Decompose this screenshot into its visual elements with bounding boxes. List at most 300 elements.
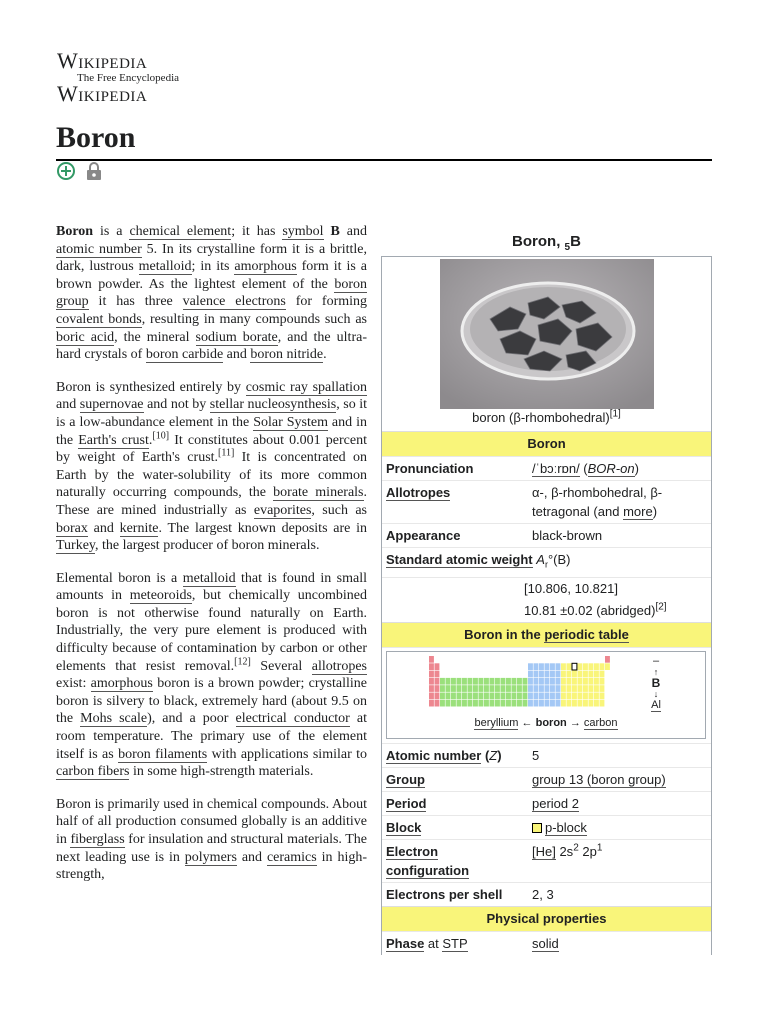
row-allotropes — [382, 480, 711, 523]
pt-cell — [578, 677, 583, 684]
pt-cell — [429, 699, 434, 706]
pt-left-link[interactable]: beryllium — [474, 716, 519, 729]
article-text: It constitutes about 0.001 percent by weight of Earth's crust. — [56, 432, 367, 466]
pt-cell — [457, 677, 462, 684]
boron-sample-photo[interactable] — [440, 259, 654, 409]
pt-cell — [429, 670, 434, 677]
pt-cell — [594, 663, 599, 670]
pt-cell — [457, 692, 462, 699]
pt-cell — [578, 685, 583, 692]
group-label — [382, 768, 528, 791]
row-phase — [382, 931, 711, 955]
pt-cell — [561, 685, 566, 692]
pt-cell — [594, 670, 599, 677]
pt-cell — [556, 699, 561, 706]
respelling-link[interactable]: BOR-on — [587, 461, 635, 476]
saw-abridged — [382, 600, 711, 622]
article-paragraph — [56, 796, 367, 884]
article-link[interactable]: covalent bonds — [56, 311, 142, 327]
article-text: ; it has — [231, 224, 283, 239]
pt-cell — [556, 663, 561, 670]
pt-center: boron — [535, 716, 567, 729]
pt-below-link[interactable]: Al — [651, 698, 661, 711]
pt-cell — [506, 677, 511, 684]
article-text: boron is a brown powder; crystalline boron is silvery to black, extremely hard (about 9.5 on the — [56, 676, 367, 727]
row-block — [382, 815, 711, 839]
pt-cell — [523, 685, 528, 692]
article-paragraph — [56, 379, 367, 555]
pt-cell — [600, 699, 605, 706]
pt-cell — [605, 656, 610, 663]
infobox-header-element: Boron — [382, 431, 711, 456]
allotropes-more-link[interactable]: more — [623, 504, 653, 519]
pt-cell — [578, 663, 583, 670]
pt-right-link[interactable]: carbon — [583, 716, 618, 729]
article-link[interactable]: fiberglass — [70, 832, 125, 847]
pt-cell — [440, 692, 445, 699]
pt-cell — [429, 663, 434, 670]
article-text: at room temperature. The primary use of the element itself is as — [56, 711, 367, 762]
pt-cell — [556, 670, 561, 677]
pt-cell — [605, 663, 610, 670]
pt-cell — [567, 677, 572, 684]
saw-label — [382, 548, 574, 577]
pt-cell — [550, 677, 555, 684]
pt-cell — [429, 656, 434, 663]
article-paragraph — [56, 223, 367, 364]
pt-cell — [550, 670, 555, 677]
pt-cell — [451, 692, 456, 699]
pt-cell — [561, 699, 566, 706]
bold-term: B — [330, 224, 340, 239]
pt-header-prefix: Boron in the — [464, 626, 545, 642]
phase-value-link[interactable]: solid — [532, 935, 559, 951]
reference-link[interactable]: [2] — [655, 601, 667, 613]
pt-cell — [534, 685, 539, 692]
phase-link[interactable]: Phase — [386, 935, 425, 951]
article-link[interactable]: Mohs scale — [80, 711, 148, 727]
pt-cell — [473, 699, 478, 706]
article-link[interactable]: symbol — [282, 224, 324, 239]
article-link[interactable]: boric acid — [56, 329, 115, 345]
pt-cell — [545, 685, 550, 692]
pt-cell — [457, 699, 462, 706]
pt-cell — [539, 685, 544, 692]
pt-cell — [600, 677, 605, 684]
econf-label — [382, 840, 528, 882]
pt-cell — [561, 663, 566, 670]
phase-value — [528, 932, 711, 955]
pt-cell — [429, 685, 434, 692]
allotropes-value: α-, β-rhombohedral, β-tetragonal (and more) — [532, 485, 663, 519]
saw-symbol: A — [536, 552, 545, 567]
pt-cell — [517, 692, 522, 699]
pt-cell — [479, 692, 484, 699]
article-text: that is found in small amounts in — [56, 570, 368, 604]
pt-symbol: B — [651, 675, 661, 690]
pt-cell — [468, 692, 473, 699]
article-link[interactable]: boron carbide — [145, 347, 224, 363]
pt-cell — [490, 692, 495, 699]
pt-cell — [561, 692, 566, 699]
pt-cell — [545, 699, 550, 706]
pt-cell — [495, 677, 500, 684]
pt-cell — [550, 685, 555, 692]
article-text: in high-strength, — [56, 849, 367, 883]
pt-cell — [550, 663, 555, 670]
pt-cell — [572, 677, 577, 684]
lock-icon[interactable] — [84, 161, 104, 181]
pt-cell — [435, 692, 440, 699]
pt-cell — [567, 663, 572, 670]
pt-cell — [589, 699, 594, 706]
pt-cell — [495, 692, 500, 699]
article-text: and — [223, 347, 251, 363]
article-link[interactable]: Earth's crust — [78, 432, 149, 448]
pt-cell — [594, 699, 599, 706]
infobox-header-physical: Physical properties — [382, 906, 711, 931]
pt-cell — [528, 692, 533, 699]
article-link[interactable]: Turkey — [56, 538, 96, 554]
pronunciation-label[interactable]: Pronunciation — [386, 461, 474, 476]
article-link[interactable]: stellar nucleosynthesis — [209, 397, 337, 413]
atomic-number-label: Atomic number (Z) — [386, 747, 502, 763]
econf-link[interactable]: Electron configuration — [386, 843, 470, 878]
article-link[interactable]: metalloid — [138, 259, 192, 275]
pt-cell — [506, 685, 511, 692]
article-link[interactable]: meteoroids — [129, 588, 192, 604]
allotropes-link[interactable]: Allotropes — [386, 485, 451, 500]
pt-cell — [567, 699, 572, 706]
periodic-table-minimap[interactable] — [386, 651, 706, 739]
article-link[interactable]: borate minerals — [273, 485, 364, 501]
block-value — [528, 816, 711, 839]
pt-cell — [561, 670, 566, 677]
pt-cell — [468, 685, 473, 692]
article-text: . — [323, 347, 327, 363]
article-link[interactable]: metalloid — [182, 570, 236, 586]
atomic-number-link[interactable]: Atomic number — [386, 747, 482, 763]
pt-cell — [473, 685, 478, 692]
eps-value: 2, 3 — [532, 886, 554, 902]
pt-cell — [567, 670, 572, 677]
period-label — [382, 792, 528, 815]
article-link[interactable]: sodium borate — [195, 329, 278, 345]
pt-cell — [479, 685, 484, 692]
article-text: and — [339, 224, 367, 239]
row-period — [382, 791, 711, 815]
article-text: form it is a brown powder. As the lightest element of the — [56, 259, 368, 292]
pt-cell — [435, 663, 440, 670]
pt-cell — [501, 685, 506, 692]
saw-range: [10.806, 10.821] — [382, 577, 711, 600]
pt-cell — [440, 685, 445, 692]
article-paragraph — [56, 570, 367, 781]
pt-cell — [600, 685, 605, 692]
image-caption-text: boron (β-rhombohedral) — [472, 410, 610, 425]
allotropes-label — [382, 481, 528, 523]
pt-cell — [440, 677, 445, 684]
phase-label — [382, 932, 528, 955]
group-value-link[interactable]: group 13 (boron group) — [532, 771, 666, 787]
article-link[interactable]: Solar System — [253, 414, 328, 430]
article-text: , but chemically uncombined boron is not otherwise found naturally on Earth. Industrially, the very pure element is produced with difficulty because of contamination by carbon or other elements that resist removal. — [56, 588, 367, 674]
pt-cell — [550, 699, 555, 706]
pt-cell — [473, 692, 478, 699]
appearance-value: black-brown — [532, 528, 603, 543]
article-text: Boron is primarily used in chemical compounds. About half of all production consumed globally is an additive in — [56, 796, 367, 847]
pt-cell — [484, 677, 489, 684]
saw-abridged-text: 10.81 ±0.02 (abridged) — [524, 602, 656, 618]
pt-cell — [534, 699, 539, 706]
article-text: 5. In its crystalline form it is a brittle, dark, lustrous — [56, 241, 367, 275]
pt-cell — [484, 699, 489, 706]
reference-link[interactable]: [12] — [234, 656, 251, 667]
pt-cell — [572, 685, 577, 692]
pt-cell — [440, 699, 445, 706]
pt-cell — [545, 677, 550, 684]
article-link[interactable]: cosmic ray spallation — [245, 379, 368, 395]
eps-label: Electrons per shell — [386, 886, 503, 902]
article-text: for forming — [285, 294, 368, 310]
pt-cell — [572, 670, 577, 677]
pt-cell — [583, 685, 588, 692]
period-value-link[interactable]: period 2 — [532, 795, 579, 811]
block-value-link[interactable]: p-block — [545, 819, 587, 835]
pt-cell — [556, 692, 561, 699]
block-swatch — [532, 823, 542, 833]
pt-cell — [468, 699, 473, 706]
pt-cell — [451, 685, 456, 692]
pt-cell — [594, 677, 599, 684]
article-link[interactable]: evaporites — [253, 502, 312, 518]
article-link[interactable]: kernite — [119, 520, 159, 536]
article-link[interactable]: boron filaments — [118, 746, 208, 762]
pt-cell — [589, 663, 594, 670]
article-link[interactable]: electrical conductor — [235, 711, 350, 727]
pt-cell — [512, 692, 517, 699]
pt-cell — [506, 692, 511, 699]
article-text: and not by — [143, 397, 210, 413]
article-link[interactable]: polymers — [184, 849, 237, 865]
article-text: It is concentrated on Earth by the water-solubility of its more common naturally occurring compounds, the — [56, 450, 367, 501]
pt-cell — [567, 685, 572, 692]
periodic-table-link[interactable]: periodic table — [544, 626, 629, 642]
article-text: for insulation and structural materials. The next leading use is in — [56, 832, 368, 865]
pt-cell — [589, 685, 594, 692]
infobox — [381, 228, 712, 955]
article-text: and — [56, 397, 80, 413]
row-electron-configuration — [382, 839, 711, 882]
pt-cell — [495, 685, 500, 692]
pt-cell — [578, 692, 583, 699]
article-text: ), and a poor — [147, 711, 236, 727]
article-link[interactable]: atomic number — [56, 241, 142, 257]
article-text: . — [148, 432, 153, 448]
pt-cell — [512, 685, 517, 692]
wikipedia-tagline: The Free Encyclopedia — [77, 72, 180, 84]
pt-cell — [578, 699, 583, 706]
pt-cell — [572, 663, 577, 670]
article-link[interactable]: amorphous — [90, 676, 153, 692]
pt-cell — [583, 677, 588, 684]
appearance-label: Appearance — [386, 528, 461, 543]
pt-cell — [479, 699, 484, 706]
saw-link[interactable]: Standard atomic weight — [386, 552, 533, 567]
period-value — [528, 792, 711, 815]
caption-element-symbol: B — [570, 233, 581, 250]
pt-cell — [490, 685, 495, 692]
pt-cell — [484, 692, 489, 699]
pt-cell — [528, 677, 533, 684]
pt-cell — [600, 692, 605, 699]
caption-atomic-number: 5 — [564, 242, 571, 253]
pt-cell — [583, 692, 588, 699]
reference-link[interactable]: [1] — [609, 408, 621, 420]
pt-cell — [429, 677, 434, 684]
pt-cell — [534, 677, 539, 684]
reference-link[interactable]: [10] — [152, 429, 170, 441]
article-text: and — [87, 520, 120, 536]
econf-value: [He] $2s^2$ $2p^1$ — [532, 842, 603, 859]
pt-above: – — [652, 654, 660, 667]
pt-cell — [435, 685, 440, 692]
pt-cell — [545, 663, 550, 670]
pt-cell — [528, 685, 533, 692]
pt-cell — [484, 685, 489, 692]
image-caption — [382, 409, 711, 427]
pt-arrow-down: ↓ — [653, 688, 659, 699]
pt-cell — [462, 699, 467, 706]
wikipedia-logo[interactable] — [57, 48, 197, 106]
pt-cell — [539, 692, 544, 699]
row-appearance — [382, 523, 711, 547]
pt-cell — [451, 699, 456, 706]
pt-cell — [534, 663, 539, 670]
article-link[interactable]: chemical element — [129, 224, 232, 239]
row-atomic-number — [382, 743, 711, 767]
pt-cell — [528, 663, 533, 670]
pt-cell — [589, 692, 594, 699]
saw-subscript: r — [544, 559, 548, 570]
pt-cell — [589, 677, 594, 684]
pt-cell — [545, 670, 550, 677]
pt-cell — [517, 677, 522, 684]
pt-cell — [479, 677, 484, 684]
pt-cell — [539, 677, 544, 684]
pt-cell — [589, 670, 594, 677]
pt-cell — [446, 692, 451, 699]
pt-cell — [501, 699, 506, 706]
block-link[interactable]: Block — [386, 819, 422, 835]
pt-cell — [446, 685, 451, 692]
pt-cell — [446, 677, 451, 684]
pt-cell — [435, 670, 440, 677]
pt-cell — [462, 677, 467, 684]
article-link[interactable]: boron nitride — [250, 347, 324, 363]
pt-cell — [462, 685, 467, 692]
pt-cell — [446, 699, 451, 706]
pt-cell — [550, 692, 555, 699]
pt-cell — [517, 699, 522, 706]
article-link[interactable]: valence electrons — [182, 294, 286, 310]
pt-cell — [600, 670, 605, 677]
pt-arrow-up: ↑ — [653, 666, 659, 677]
pt-cell — [473, 677, 478, 684]
pt-cell — [512, 699, 517, 706]
pt-cell — [594, 685, 599, 692]
pt-cell — [468, 677, 473, 684]
article-link[interactable]: borax — [56, 520, 88, 536]
article-text: exist: — [56, 676, 91, 692]
pt-neighbors: beryllium ← boron → carbon — [474, 716, 618, 729]
good-article-icon[interactable] — [56, 161, 76, 181]
pt-cell — [517, 685, 522, 692]
article-link[interactable]: supernovae — [79, 397, 144, 413]
page-title: Boron — [56, 121, 136, 154]
pt-cell — [490, 677, 495, 684]
pt-cell — [435, 677, 440, 684]
group-value — [528, 768, 711, 791]
pt-cell — [528, 699, 533, 706]
article-text: , such as — [311, 502, 367, 518]
pt-nav — [651, 656, 661, 712]
ipa-link[interactable]: /ˈbɔːrɒn/ — [532, 461, 580, 476]
row-electrons-per-shell — [382, 882, 711, 906]
pt-cell — [429, 692, 434, 699]
pt-cell — [600, 663, 605, 670]
pt-cell — [528, 670, 533, 677]
wikipedia-wordmark-secondary: Wikipedia — [57, 81, 148, 106]
period-link[interactable]: Period — [386, 795, 427, 811]
article-link[interactable]: allotropes — [311, 658, 367, 674]
article-text: , so it is a low-abundance element in the — [56, 397, 368, 430]
pt-cell — [512, 677, 517, 684]
infobox-caption — [381, 228, 712, 256]
article-text: . The largest known deposits are in — [158, 520, 367, 536]
pt-cell — [495, 699, 500, 706]
pt-cell — [561, 677, 566, 684]
pt-cell — [539, 663, 544, 670]
pt-cell — [534, 692, 539, 699]
row-group — [382, 767, 711, 791]
article-link[interactable]: boron group — [56, 276, 367, 310]
group-link[interactable]: Group — [386, 771, 425, 787]
article-link[interactable]: carbon fibers — [56, 764, 130, 780]
stp-link[interactable]: STP — [442, 935, 468, 951]
article-body — [56, 223, 367, 899]
allotropes-text: α-, β-rhombohedral, β-tetragonal (and — [532, 485, 663, 519]
article-text: in some high-strength materials. — [129, 764, 314, 780]
pt-cell — [583, 663, 588, 670]
article-text: Several — [250, 658, 312, 674]
article-link[interactable]: amorphous — [234, 259, 297, 275]
reference-link[interactable]: [11] — [218, 447, 235, 459]
article-text: , resulting in many compounds such as — [141, 311, 367, 327]
article-text: , the largest producer of boron minerals. — [95, 538, 320, 554]
pt-cell — [583, 670, 588, 677]
periodic-table-cell — [382, 647, 711, 743]
pt-cell — [523, 677, 528, 684]
pt-cell — [506, 699, 511, 706]
pt-cell — [462, 692, 467, 699]
title-divider — [56, 159, 712, 161]
article-text: and in the — [56, 414, 367, 448]
article-text: with applications similar to — [207, 746, 367, 762]
infobox-image-cell — [382, 257, 711, 431]
article-link[interactable]: ceramics — [266, 849, 317, 865]
pt-cell — [572, 699, 577, 706]
